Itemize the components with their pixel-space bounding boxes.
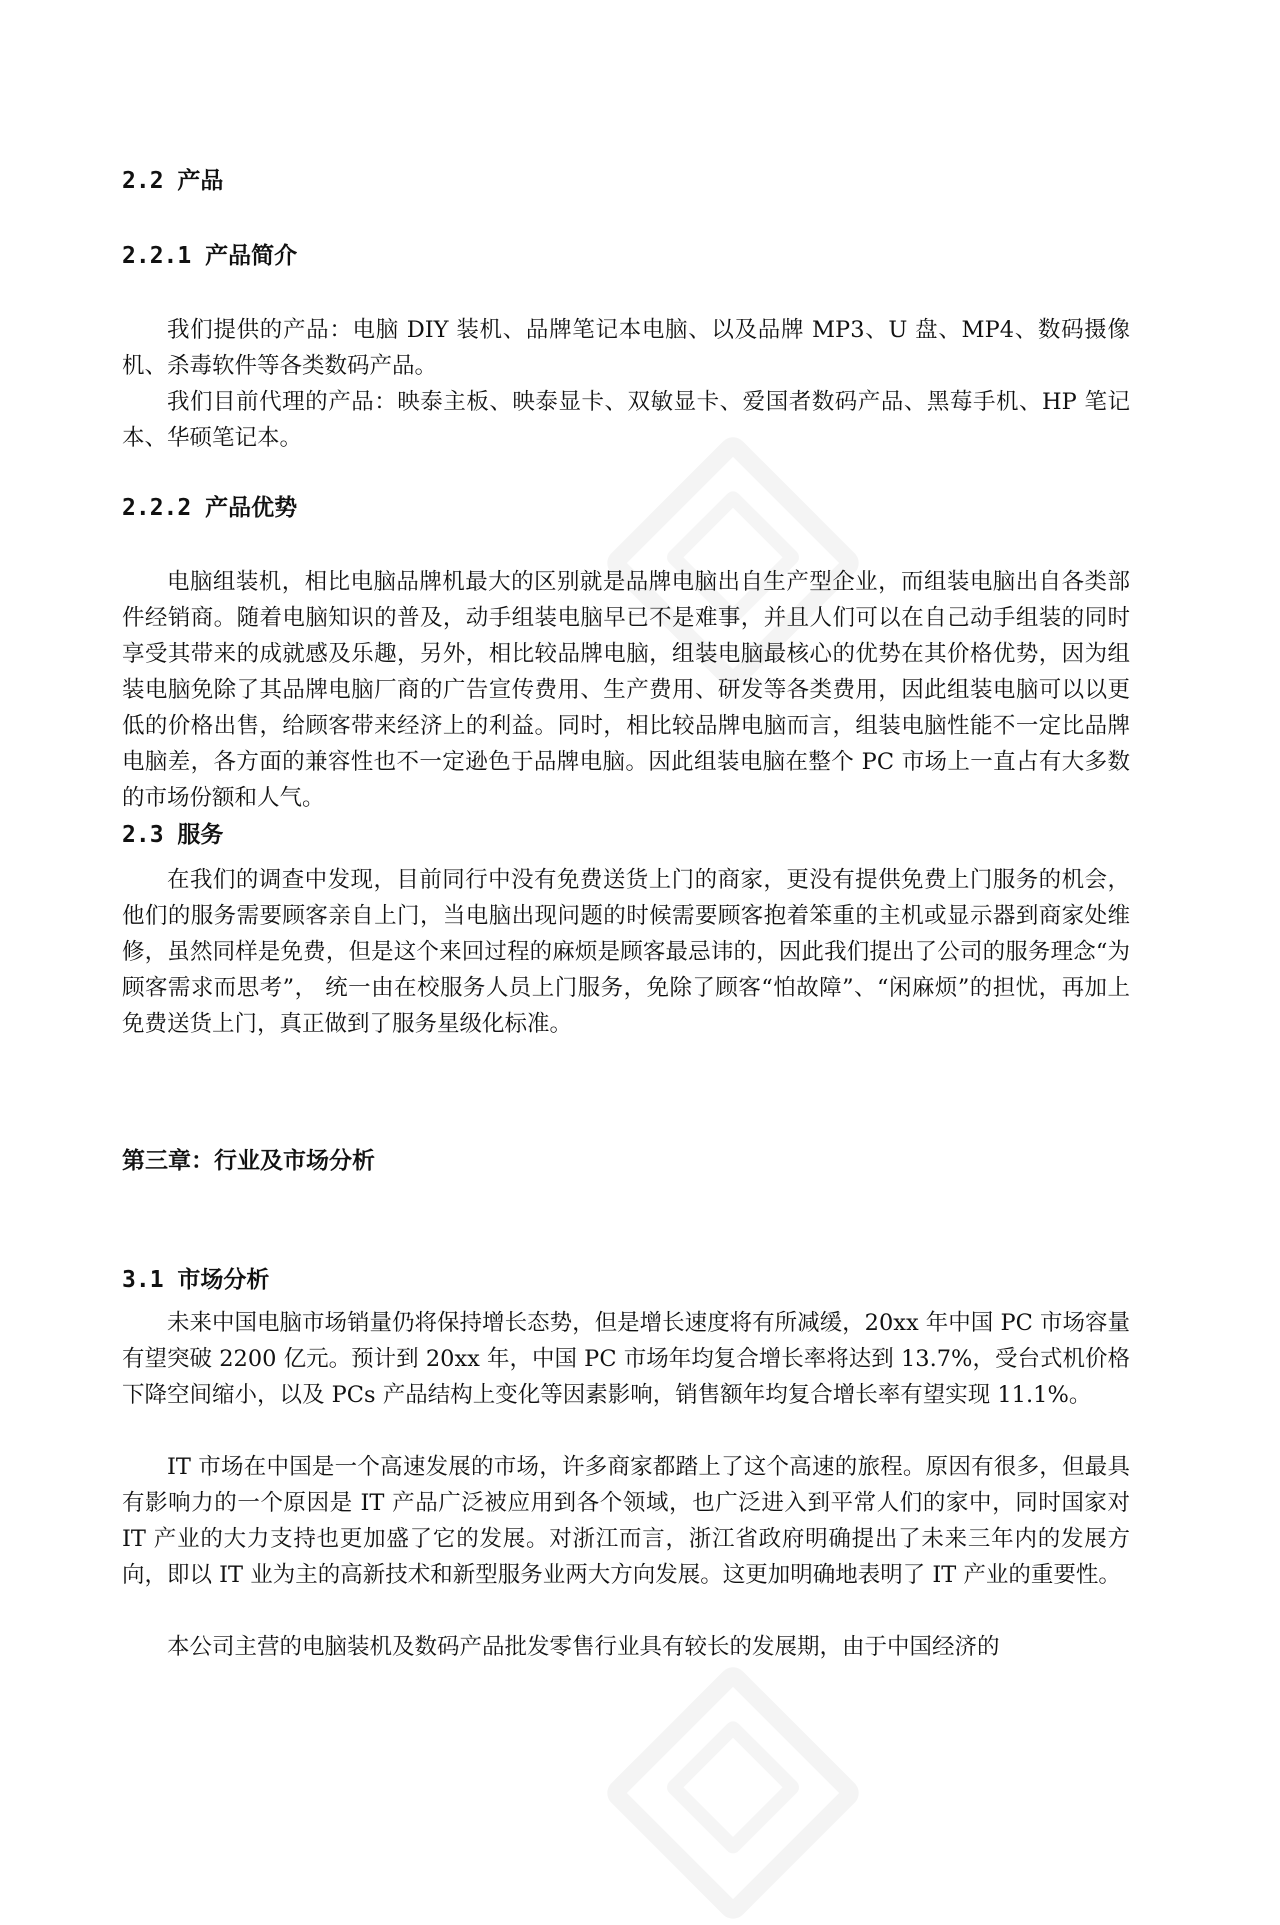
section-heading-2-2-2: 2.2.2 产品优势 bbox=[122, 495, 298, 521]
paragraph-market-growth: 未来中国电脑市场销量仍将保持增长态势，但是增长速度将有所减缓，20xx 年中国 PC 市场容量有望突破 2200 亿元。预计到 20xx 年，中国 PC 市场年均复合增长率将达到 13.7%，受台式机价格下降空间缩小，以及 PCs 产品结构上变化等因素影响，销售额年均复合增长率有望实现 11.1%。 bbox=[122, 1310, 1130, 1408]
chapter-title-3: 第三章：行业及市场分析 bbox=[122, 1147, 375, 1174]
paragraph-product-advantage: 电脑组装机，相比电脑品牌机最大的区别就是品牌电脑出自生产型企业，而组装电脑出自各类部件经销商。随着电脑知识的普及，动手组装电脑早已不是难事，并且人们可以在自己动手组装的同时享受其带来的成就感及乐趣，另外，相比较品牌电脑，组装电脑最核心的优势在其价格优势，因为组装电脑免除了其品牌电脑厂商的广告宣传费用、生产费用、研发等各类费用，因此组装电脑可以以更低的价格出售，给顾客带来经济上的利益。同时，相比较品牌电脑而言，组装电脑性能不一定比品牌电脑差，各方面的兼容性也不一定逊色于品牌电脑。因此组装电脑在整个 PC 市场上一直占有大多数的市场份额和人气。 bbox=[122, 569, 1130, 811]
section-heading-2-3: 2.3 服务 bbox=[122, 822, 224, 848]
paragraph-it-market: IT 市场在中国是一个高速发展的市场，许多商家都踏上了这个高速的旅程。原因有很多，但最具有影响力的一个原因是 IT 产品广泛被应用到各个领域，也广泛进入到平常人们的家中，同时国家对 IT 产业的大力支持也更加盛了它的发展。对浙江而言，浙江省政府明确提出了未来三年内的发展方向，即以 IT 业为主的高新技术和新型服务业两大方向发展。这更加明确地表明了 IT 产业的重要性。 bbox=[122, 1454, 1130, 1588]
section-heading-2-2: 2.2 产品 bbox=[122, 168, 224, 194]
watermark-logo-icon bbox=[601, 1661, 864, 1924]
paragraph-products-offered: 我们提供的产品：电脑 DIY 装机、品牌笔记本电脑、以及品牌 MP3、U 盘、MP4、数码摄像机、杀毒软件等各类数码产品。 bbox=[122, 317, 1130, 379]
paragraph-products-agency: 我们目前代理的产品：映泰主板、映泰显卡、双敏显卡、爱国者数码产品、黑莓手机、HP 笔记本、华硕笔记本。 bbox=[122, 389, 1130, 451]
paragraph-company-business: 本公司主营的电脑装机及数码产品批发零售行业具有较长的发展期，由于中国经济的 bbox=[167, 1634, 1000, 1660]
section-heading-3-1: 3.1 市场分析 bbox=[122, 1267, 270, 1293]
section-heading-2-2-1: 2.2.1 产品简介 bbox=[122, 243, 298, 269]
paragraph-service: 在我们的调查中发现，目前同行中没有免费送货上门的商家，更没有提供免费上门服务的机会，他们的服务需要顾客亲自上门，当电脑出现问题的时候需要顾客抱着笨重的主机或显示器到商家处维修，虽然同样是免费，但是这个来回过程的麻烦是顾客最忌讳的，因此我们提出了公司的服务理念“为顾客需求而思考”， 统一由在校服务人员上门服务，免除了顾客“怕故障”、“闲麻烦”的担忧，再加上免费送货上门，真正做到了服务星级化标准。 bbox=[122, 867, 1130, 1037]
